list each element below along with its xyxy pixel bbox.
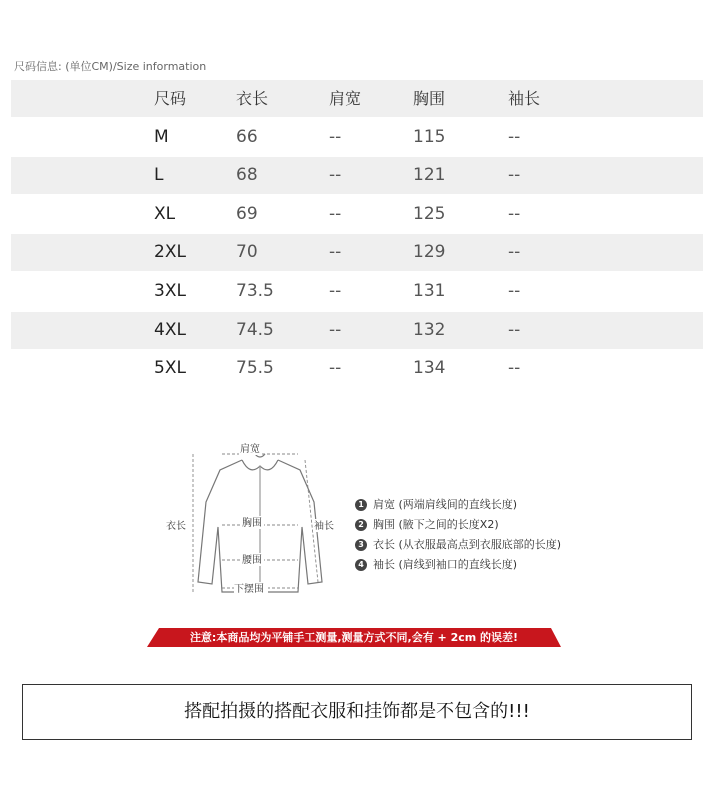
legend-item (355, 555, 561, 575)
legend-item (355, 535, 561, 555)
cell-shoulder: -- (329, 203, 342, 224)
legend-text: 肩宽 (两端肩线间的直线长度) (373, 498, 518, 511)
cell-length: 68 (236, 165, 258, 186)
cell-chest: 131 (413, 280, 446, 301)
header-cell-sleeve: 袖长 (508, 89, 541, 108)
measurement-warning-banner (147, 628, 561, 647)
warning-text: 注意:本商品均为平铺手工测量,测量方式不同,会有 + 2cm 的误差! (189, 631, 519, 644)
number-badge-icon: 3 (355, 539, 367, 551)
legend-item (355, 495, 561, 515)
cell-shoulder: -- (329, 358, 342, 379)
table-row (11, 119, 703, 156)
header-cell-chest: 胸围 (413, 89, 446, 108)
cell-sleeve: -- (508, 280, 521, 301)
cell-sleeve: -- (508, 203, 521, 224)
cell-chest: 115 (413, 126, 446, 147)
cell-shoulder: -- (329, 126, 342, 147)
table-row (11, 273, 703, 310)
cell-shoulder: -- (329, 242, 342, 263)
cell-chest: 125 (413, 203, 446, 224)
cell-size: L (154, 165, 164, 186)
diagram-label-shoulder: 肩宽 (240, 444, 260, 455)
cell-chest: 129 (413, 242, 446, 263)
diagram-label-hem: 下摆围 (234, 584, 264, 595)
cell-sleeve: -- (508, 358, 521, 379)
legend-text: 衣长 (从衣服最高点到衣服底部的长度) (373, 538, 562, 551)
cell-chest: 134 (413, 358, 446, 379)
table-row (11, 196, 703, 233)
cell-shoulder: -- (329, 165, 342, 186)
cell-chest: 132 (413, 319, 446, 340)
notice-box: 搭配拍摄的搭配衣服和挂饰都是不包含的!!! (22, 684, 692, 740)
measurement-legend (355, 495, 561, 575)
garment-measurement-diagram (160, 432, 360, 602)
cell-size: 5XL (154, 358, 186, 379)
cell-shoulder: -- (329, 319, 342, 340)
cell-size: XL (154, 203, 176, 224)
legend-text: 胸围 (腋下之间的长度X2) (373, 518, 499, 531)
table-row (11, 157, 703, 194)
header-cell-length: 衣长 (236, 89, 269, 108)
cell-sleeve: -- (508, 242, 521, 263)
cell-size: 3XL (154, 280, 186, 301)
diagram-label-chest: 胸围 (242, 518, 262, 529)
cell-length: 70 (236, 242, 258, 263)
cell-sleeve: -- (508, 165, 521, 186)
table-row (11, 350, 703, 387)
cell-size: M (154, 126, 169, 147)
cell-sleeve: -- (508, 319, 521, 340)
size-table (11, 80, 703, 389)
cell-chest: 121 (413, 165, 446, 186)
cell-size: 4XL (154, 319, 186, 340)
cell-length: 73.5 (236, 280, 274, 301)
legend-text: 袖长 (肩线到袖口的直线长度) (373, 558, 518, 571)
cell-length: 74.5 (236, 319, 274, 340)
cell-size: 2XL (154, 242, 186, 263)
header-cell-shoulder: 肩宽 (329, 89, 362, 108)
number-badge-icon: 4 (355, 559, 367, 571)
table-row (11, 234, 703, 271)
legend-item (355, 515, 561, 535)
cell-length: 69 (236, 203, 258, 224)
cell-sleeve: -- (508, 126, 521, 147)
diagram-label-sleeve: 袖长 (314, 521, 334, 532)
table-header-row (11, 80, 703, 117)
cell-shoulder: -- (329, 280, 342, 301)
diagram-label-waist: 腰围 (242, 555, 262, 566)
diagram-label-length: 衣长 (166, 521, 186, 532)
number-badge-icon: 1 (355, 499, 367, 511)
cell-length: 66 (236, 126, 258, 147)
table-row (11, 312, 703, 349)
number-badge-icon: 2 (355, 519, 367, 531)
header-cell-size: 尺码 (154, 89, 187, 108)
size-caption: 尺码信息: (单位CM)/Size information (14, 60, 207, 73)
cell-length: 75.5 (236, 358, 274, 379)
